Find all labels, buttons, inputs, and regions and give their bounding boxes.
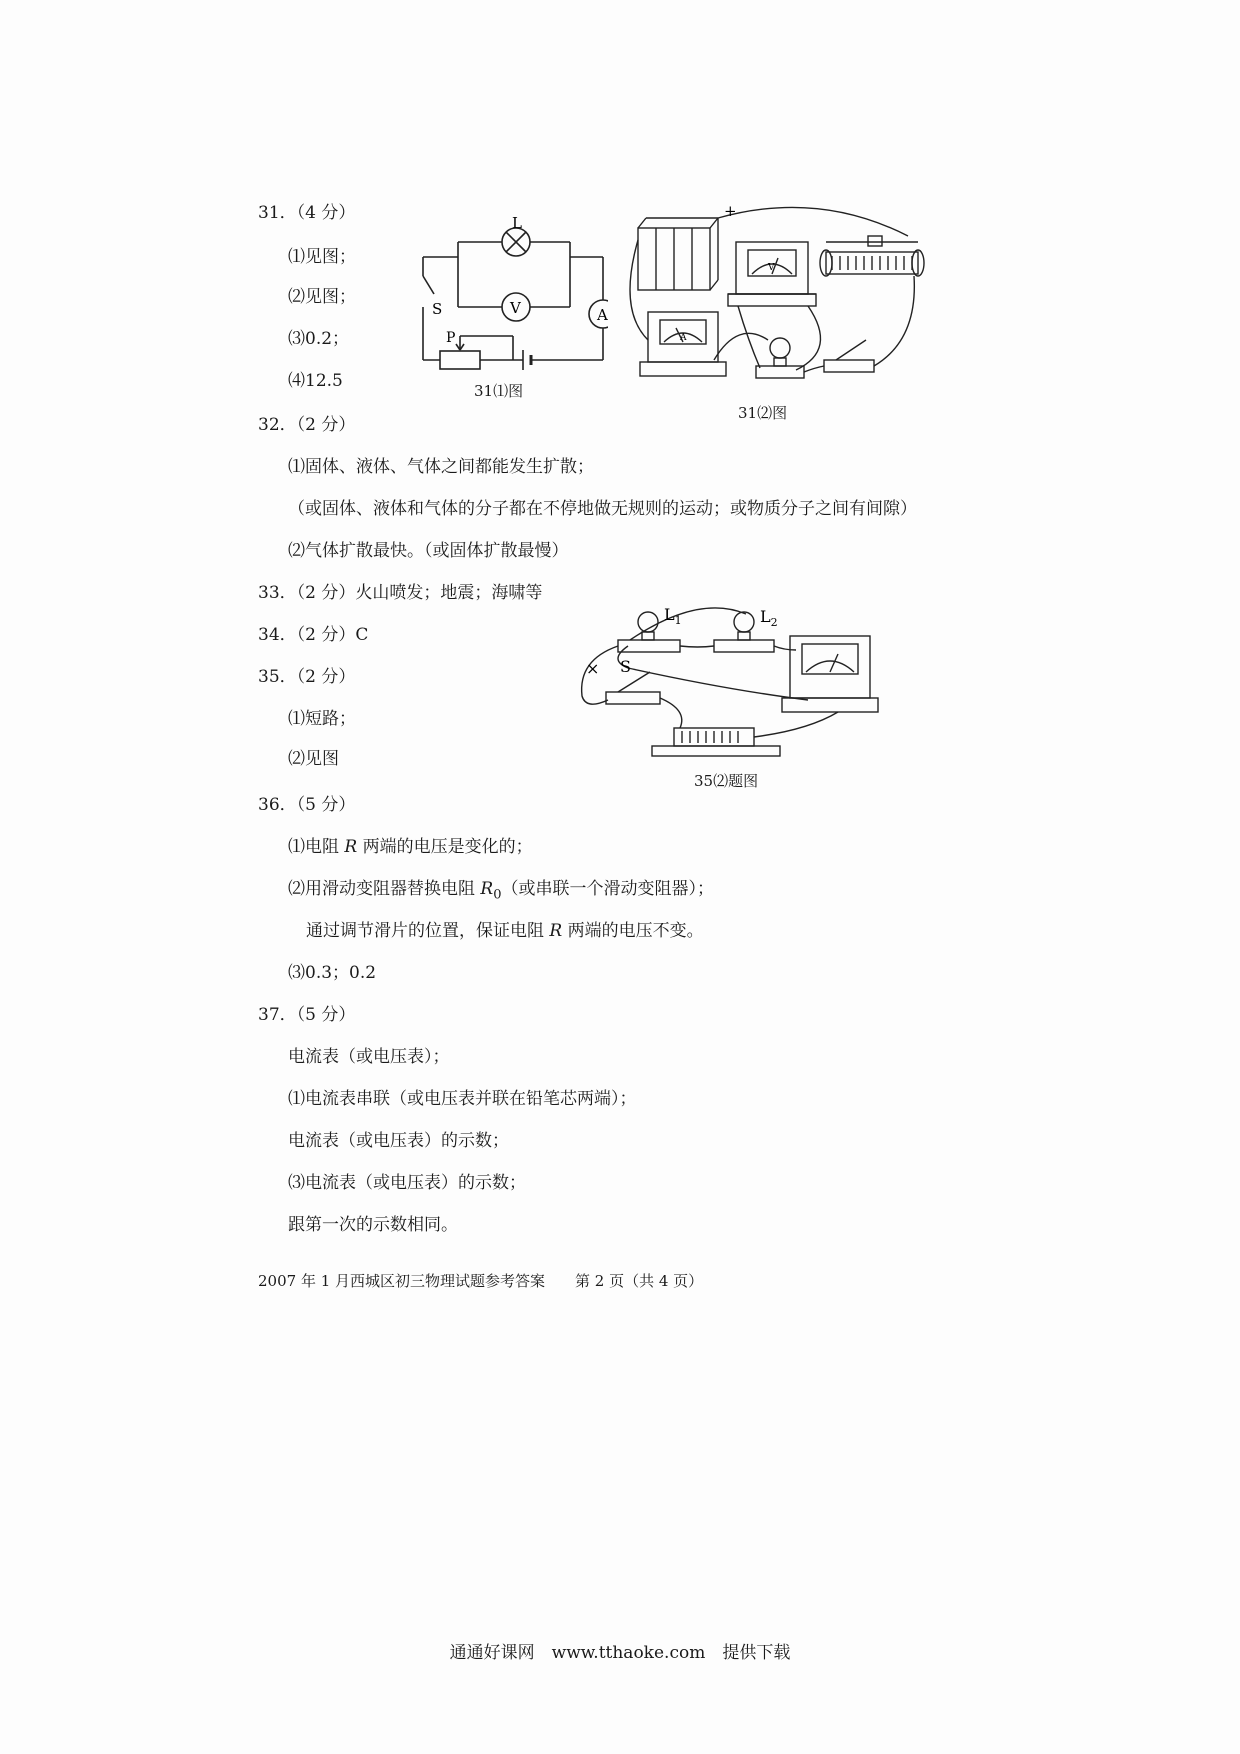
q37-line-4: ⑶电流表（或电压表）的示数；: [288, 1173, 526, 1193]
ammeter-label: A: [597, 306, 608, 324]
q37-line-5: 跟第一次的示数相同。: [288, 1215, 458, 1235]
q37-line-3: 电流表（或电压表）的示数；: [288, 1131, 509, 1151]
q34-line: 34．（2 分）C: [258, 625, 369, 645]
switch-label: S: [432, 300, 443, 318]
circuit-photo-31-2: [618, 200, 940, 400]
battery-plus-label: +: [724, 202, 737, 220]
q33-line: 33．（2 分）火山喷发；地震；海啸等: [258, 583, 543, 603]
q36-answer-1: ⑴电阻 R 两端的电压是变化的；: [288, 837, 533, 857]
q36-heading: 36．（5 分）: [258, 795, 356, 815]
q31-answer-2: ⑵见图；: [288, 287, 356, 307]
q35-answer-2: ⑵见图: [288, 749, 339, 769]
figure-caption-31-1: 31⑴图: [474, 382, 524, 400]
figure-caption-31-2: 31⑵图: [738, 404, 788, 422]
q36-answer-2: ⑵用滑动变阻器替换电阻 $R_0$（或串联一个滑动变阻器）；: [288, 879, 714, 903]
lamp-l1-label: $L_1$: [664, 605, 682, 627]
circuit-diagram-31-1: [408, 212, 608, 382]
ammeter-dial-label: A: [680, 333, 687, 343]
voltmeter-label: V: [510, 299, 521, 317]
figure-caption-35-2: 35⑵题图: [694, 772, 759, 790]
q31-answer-3: ⑶0.2；: [288, 329, 350, 349]
q31-answer-1: ⑴见图；: [288, 247, 356, 267]
site-footer: 通通好课网 www.tthaoke.com 提供下载: [449, 1643, 791, 1663]
lamp-l2-label: $L_2$: [760, 607, 778, 629]
q35-answer-1: ⑴短路；: [288, 709, 356, 729]
circuit-photo-35-2: [568, 600, 888, 770]
q32-answer-1-alt: （或固体、液体和气体的分子都在不停地做无规则的运动；或物质分子之间有间隙）: [288, 499, 917, 519]
q36-answer-3: ⑶0.3；0.2: [288, 963, 377, 983]
q32-heading: 32．（2 分）: [258, 415, 356, 435]
q31-heading: 31．（4 分）: [258, 203, 356, 223]
q37-heading: 37．（5 分）: [258, 1005, 356, 1025]
voltmeter-dial-label: V: [768, 263, 775, 273]
q31-answer-4: ⑷12.5: [288, 371, 343, 391]
lamp-label: L: [512, 214, 522, 232]
cut-wire-mark: ×: [586, 659, 600, 678]
page-footer: 2007 年 1 月西城区初三物理试题参考答案 第 2 页（共 4 页）: [258, 1272, 704, 1290]
q37-line-2: ⑴电流表串联（或电压表并联在铅笔芯两端）；: [288, 1089, 637, 1109]
q32-answer-2: ⑵气体扩散最快。（或固体扩散最慢）: [288, 541, 569, 561]
q37-line-1: 电流表（或电压表）；: [288, 1047, 450, 1067]
q36-answer-2b: 通过调节滑片的位置，保证电阻 R 两端的电压不变。: [306, 921, 704, 941]
q35-heading: 35．（2 分）: [258, 667, 356, 687]
q32-answer-1: ⑴固体、液体、气体之间都能发生扩散；: [288, 457, 594, 477]
slider-label: P: [446, 330, 456, 346]
switch-s-label: S: [620, 657, 631, 676]
